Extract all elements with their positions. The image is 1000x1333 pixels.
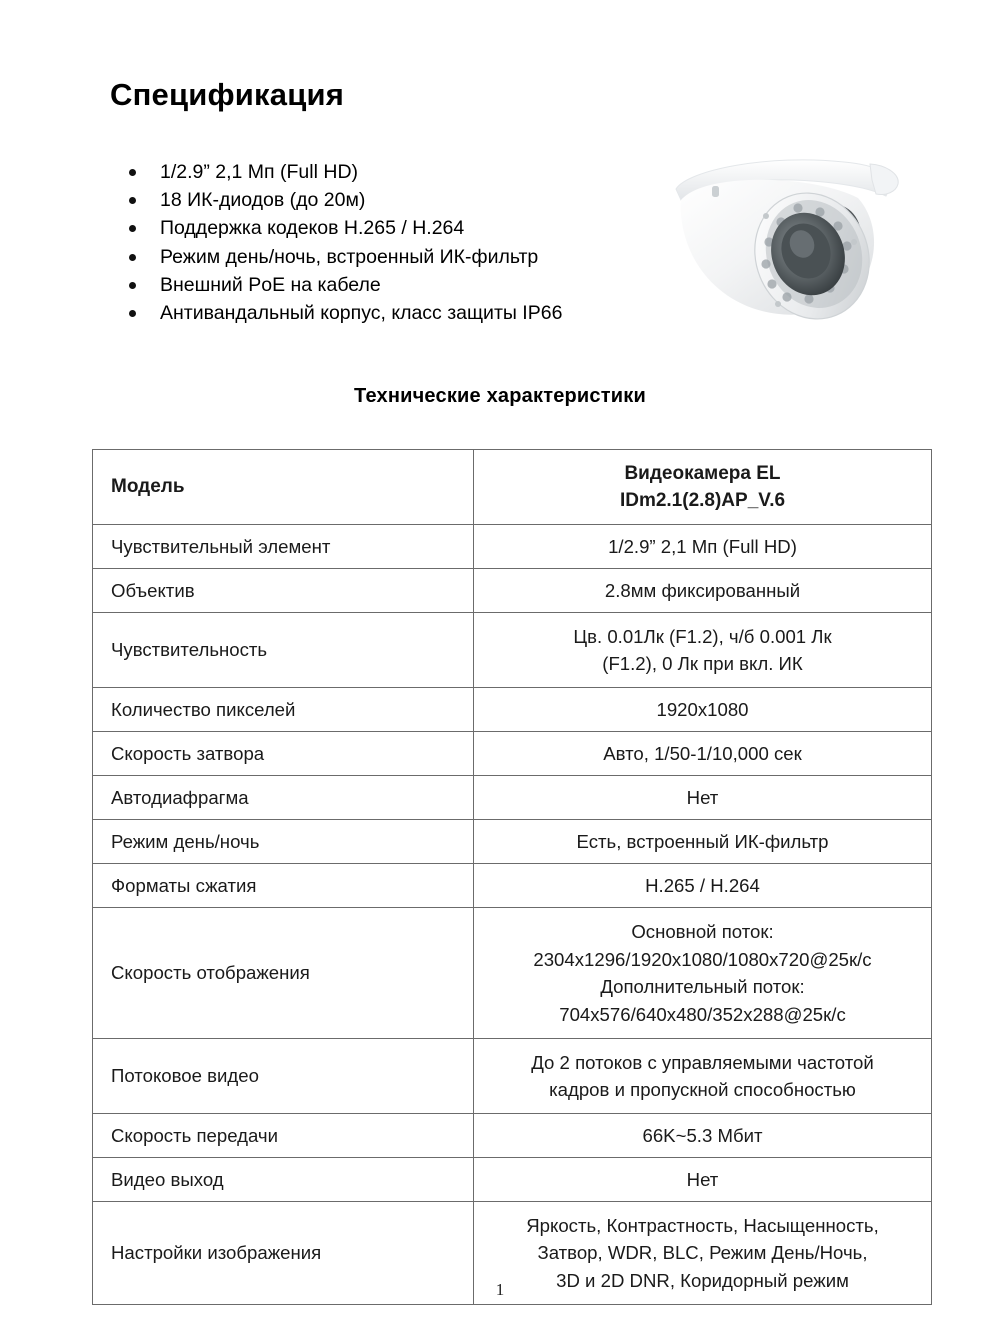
bullet-icon [129,225,136,232]
table-row [93,1039,932,1114]
spec-value-line: Авто, 1/50-1/10,000 сек [603,742,802,764]
page-number: 1 [495,1280,505,1299]
spec-table [92,449,932,1305]
spec-value-cell [474,776,932,820]
spec-value-cell [474,908,932,1039]
page-title: Спецификация [110,76,345,112]
spec-label-cell: Скорость передачи [93,1114,474,1158]
bullet-icon [129,254,136,261]
spec-value-line: H.265 / H.264 [645,874,760,896]
spec-value-line: Нет [686,1168,719,1190]
spec-table-heading: Технические характеристики [354,385,646,407]
spec-label-cell: Скорость отображения [93,908,474,1039]
table-row [93,776,932,820]
table-row [93,525,932,569]
spec-value-cell [474,820,932,864]
bullet-icon [129,169,136,176]
feature-item [125,243,685,271]
spec-label-cell: Форматы сжатия [93,864,474,908]
spec-value-line: 1920x1080 [656,698,749,720]
spec-value-line: Дополнительный поток: [600,976,805,997]
spec-value-line: 2304x1296/1920x1080/1080x720@25к/с [533,948,872,970]
spec-value-cell [474,569,932,613]
table-row [93,613,932,688]
feature-item-label: Антивандальный корпус, класс защиты IP66 [160,302,563,325]
table-row [93,820,932,864]
spec-value-cell [474,688,932,732]
spec-value-cell [474,864,932,908]
spec-value-line: кадров и пропускной способностью [549,1079,856,1100]
spec-value-cell [474,1039,932,1114]
spec-value-line: Нет [686,786,719,808]
spec-label-cell: Потоковое видео [93,1039,474,1114]
table-row [93,1158,932,1202]
feature-item-label: Режим день/ночь, встроенный ИК-фильтр [160,245,539,268]
spec-value-line: 66K~5.3 Мбит [642,1124,763,1146]
spec-value-line: Затвор, WDR, BLC, Режим День/Ночь, [537,1242,868,1264]
spec-value-cell [474,1114,932,1158]
spec-label-cell: Модель [93,450,474,525]
feature-item-label: Внешний PoE на кабеле [160,273,381,296]
feature-item [125,214,685,242]
product-image [648,134,916,346]
table-row [93,1114,932,1158]
table-row [93,732,932,776]
feature-item [125,299,685,327]
spec-value-line: До 2 потоков с управляемыми частотой [531,1051,874,1073]
spec-value-line: IDm2.1(2.8)AP_V.6 [619,490,786,511]
spec-value-line: Яркость, Контрастность, Насыщенность, [526,1214,879,1236]
spec-value-line: 704x576/640x480/352x288@25к/с [559,1003,846,1025]
spec-value-line: Видеокамера EL [624,462,781,484]
spec-value-cell [474,450,932,525]
spec-value-line: Основной поток: [631,921,774,942]
spec-label-cell: Количество пикселей [93,688,474,732]
bullet-icon [129,310,136,317]
spec-value-cell [474,1158,932,1202]
table-row [93,908,932,1039]
feature-item [125,271,685,299]
spec-label-cell: Автодиафрагма [93,776,474,820]
feature-item-label: Поддержка кодеков H.265 / H.264 [160,217,465,240]
feature-item-label: 18 ИК-диодов (до 20м) [160,189,366,212]
spec-value-line: 2.8мм фиксированный [604,579,801,601]
spec-value-line: 3D и 2D DNR, Коридорный режим [556,1269,849,1291]
spec-value-line: 1/2.9” 2,1 Мп (Full HD) [608,535,797,557]
spec-value-line: Есть, встроенный ИК-фильтр [576,830,829,852]
spec-label-cell: Настройки изображения [93,1202,474,1305]
spec-label-cell: Режим день/ночь [93,820,474,864]
spec-label-cell: Чувствительность [93,613,474,688]
feature-item-label: 1/2.9” 2,1 Мп (Full HD) [160,161,359,183]
table-row [93,688,932,732]
spec-label-cell: Чувствительный элемент [93,525,474,569]
spec-value-line: (F1.2), 0 Лк при вкл. ИК [602,653,803,674]
feature-item [125,158,685,186]
feature-list [125,158,685,327]
feature-item [125,186,685,214]
spec-value-line: Цв. 0.01Лк (F1.2), ч/б 0.001 Лк [573,625,832,647]
table-row [93,450,932,525]
bullet-icon [129,282,136,289]
table-row [93,569,932,613]
spec-table-body [93,450,932,1305]
spec-label-cell: Видео выход [93,1158,474,1202]
spec-value-cell [474,732,932,776]
spec-value-cell [474,613,932,688]
bullet-icon [129,197,136,204]
table-row [93,864,932,908]
spec-value-cell [474,525,932,569]
spec-label-cell: Объектив [93,569,474,613]
spec-label-cell: Скорость затвора [93,732,474,776]
